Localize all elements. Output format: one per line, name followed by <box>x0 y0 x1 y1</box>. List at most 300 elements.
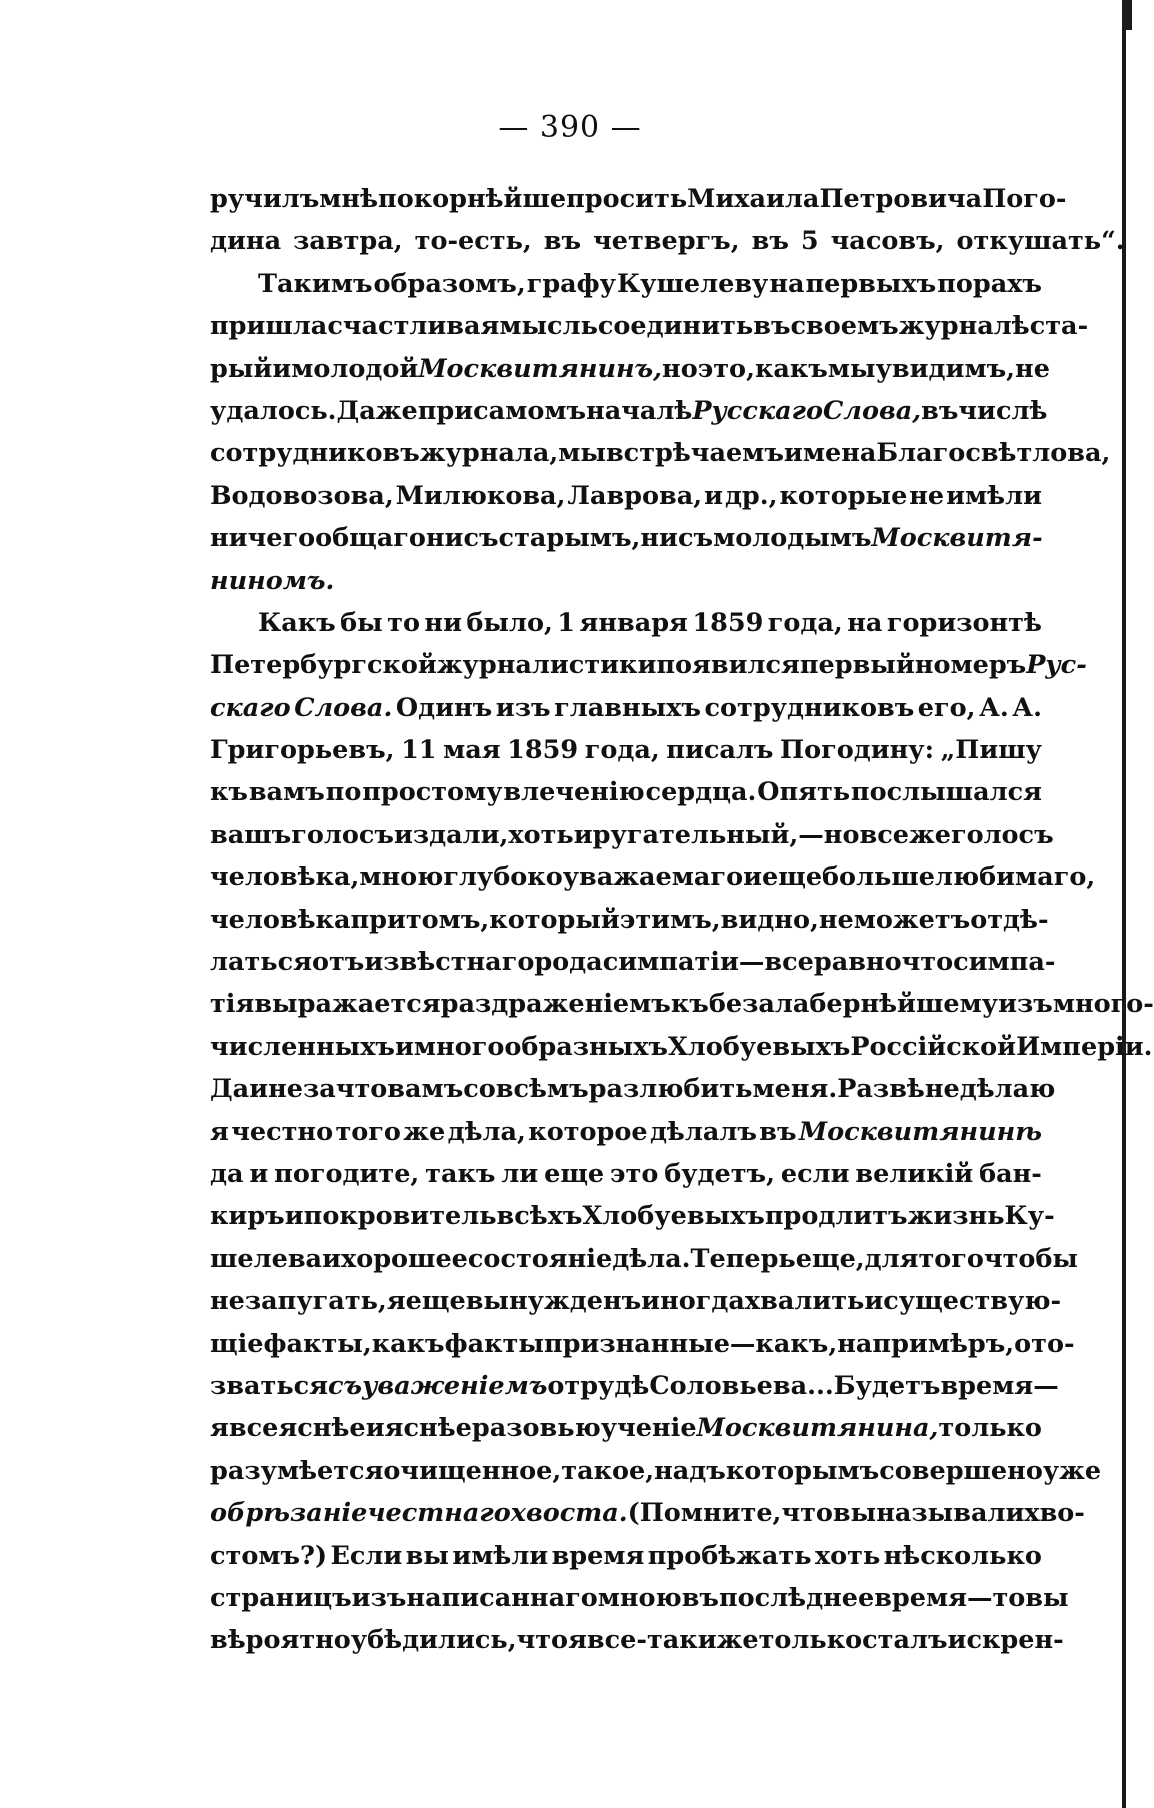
word: да <box>210 1158 244 1189</box>
word: своемъ <box>790 311 899 342</box>
word: появился <box>656 650 800 681</box>
word: при <box>417 395 474 426</box>
word: изъ <box>998 989 1053 1020</box>
word: главныхъ <box>554 692 701 723</box>
word: не <box>818 904 854 935</box>
word: встрѣчаемъ <box>605 438 784 469</box>
word: зваться <box>210 1370 328 1401</box>
word: же <box>716 1625 759 1656</box>
word: писалъ <box>666 735 774 766</box>
word: и <box>249 1158 269 1189</box>
word: совершено <box>879 1455 1043 1486</box>
text-line <box>210 432 1111 474</box>
word: Водовозова, <box>210 480 394 511</box>
word: я <box>386 1286 406 1317</box>
word: Ку- <box>1004 1201 1055 1232</box>
text-line <box>210 941 1056 983</box>
word: Россійской <box>850 1031 1017 1062</box>
word: не <box>909 480 945 511</box>
italic-word: Москвитянинъ, <box>418 353 663 384</box>
word: журналѣ <box>898 311 1030 342</box>
word: не <box>924 1074 960 1105</box>
word: влеченію <box>503 777 645 808</box>
word: рода <box>534 947 603 978</box>
word: покровитель <box>303 1201 497 1232</box>
word: старымъ, <box>498 523 641 554</box>
word: января <box>579 607 688 638</box>
word: въ <box>921 395 959 426</box>
text-line <box>210 1492 1085 1534</box>
word: любимаго, <box>934 862 1096 893</box>
word: великій <box>855 1158 974 1189</box>
word: трудѣ <box>564 1370 650 1401</box>
word: киръ <box>210 1201 285 1232</box>
word: первый <box>799 650 915 681</box>
italic-word: Русскаго <box>692 395 823 426</box>
word: притомъ, <box>350 904 490 935</box>
word: латься <box>210 947 312 978</box>
text-line <box>210 475 1042 517</box>
word: на <box>769 268 805 299</box>
word: первыхъ <box>805 268 937 299</box>
text-line <box>210 263 1042 305</box>
word: меня. <box>752 1074 838 1105</box>
text-line <box>210 814 1054 856</box>
word: увидимъ, <box>875 353 1016 384</box>
word: разлюбить <box>588 1074 753 1105</box>
word: пробѣжать <box>647 1540 812 1571</box>
word: отъ <box>311 947 365 978</box>
word: выражается <box>254 989 441 1020</box>
text-line <box>210 1026 1153 1068</box>
word: сотрудниковъ <box>704 692 915 723</box>
text-line <box>210 1280 1062 1322</box>
word: щіе <box>210 1328 264 1359</box>
word: въ <box>753 311 791 342</box>
word: сталъ <box>862 1625 948 1656</box>
word: дѣла, <box>447 1116 526 1147</box>
text-line <box>210 644 1087 686</box>
word: мною <box>597 1582 682 1613</box>
word: Хлобуевыхъ <box>582 1201 765 1232</box>
word: нѣсколько <box>883 1540 1042 1571</box>
page-edge-mark <box>1122 0 1132 30</box>
text-line <box>210 1323 1075 1365</box>
word: которые <box>779 480 908 511</box>
word: къ <box>670 989 709 1020</box>
word: дѣлаю <box>959 1074 1056 1105</box>
italic-word: Рус- <box>1026 650 1087 681</box>
word: вы <box>1025 1582 1069 1613</box>
word: дѣлалъ <box>649 1116 757 1147</box>
word: просить <box>566 184 688 214</box>
text-line <box>210 1577 1069 1619</box>
word: четвергъ, <box>593 226 740 257</box>
word: Какъ <box>258 607 336 638</box>
text-line <box>210 983 1154 1025</box>
word: же <box>403 1116 446 1147</box>
word: это, <box>697 353 755 384</box>
word: 1859 <box>692 607 764 638</box>
word: вѣроятно <box>210 1625 351 1656</box>
word: надъ <box>654 1455 726 1486</box>
word: изъ <box>351 1582 407 1613</box>
word: ни <box>424 607 462 638</box>
word: численныхъ <box>210 1031 395 1062</box>
word: Если <box>330 1540 403 1571</box>
word: порахъ <box>937 268 1042 299</box>
word: искрен- <box>947 1625 1064 1656</box>
word: еще, <box>795 1243 865 1274</box>
word: факты <box>444 1328 544 1359</box>
word: 5 <box>800 226 819 257</box>
word: же <box>908 819 951 850</box>
text-line <box>210 1068 1056 1110</box>
word: многообразныхъ <box>413 1031 668 1062</box>
text-line <box>210 220 1125 262</box>
word: издали, <box>393 819 509 850</box>
word: называли <box>876 1498 1025 1529</box>
word: сердца. <box>645 777 757 808</box>
word: глубоко <box>443 862 563 893</box>
word: разовью <box>471 1413 601 1444</box>
word: мы <box>827 353 876 384</box>
word: для <box>864 1243 919 1274</box>
word: ни <box>425 523 464 554</box>
word: номеръ <box>914 650 1027 681</box>
word: имѣли <box>452 1540 549 1571</box>
text-line <box>210 178 1067 220</box>
word: все <box>859 819 909 850</box>
word: больше <box>822 862 935 893</box>
word: счастливая <box>327 311 500 342</box>
word: хоть <box>508 819 574 850</box>
word: откушать“. <box>956 226 1125 257</box>
word: какъ <box>371 1328 445 1359</box>
word: чтобы <box>983 1243 1078 1274</box>
word: года, <box>767 607 843 638</box>
text-line <box>210 1365 1059 1407</box>
word: и <box>704 480 723 511</box>
word: Пого- <box>982 184 1067 214</box>
word: Петровича <box>819 184 983 214</box>
word: убѣдились, <box>350 1625 517 1656</box>
word: будетъ, <box>664 1158 775 1189</box>
word: Развѣ <box>837 1074 925 1105</box>
word: не <box>210 1286 245 1317</box>
word: много- <box>1052 989 1154 1020</box>
word: голосъ <box>291 819 394 850</box>
word: я <box>210 1413 229 1444</box>
word: хорошее <box>341 1243 468 1274</box>
word: вамъ <box>387 1074 464 1105</box>
word: удалось. <box>210 395 337 426</box>
word: уважаемаго <box>562 862 744 893</box>
word: я <box>210 1116 229 1147</box>
word: Теперь <box>690 1243 796 1274</box>
italic-word: Москвитянина, <box>696 1413 939 1444</box>
word: ученіе <box>600 1413 697 1444</box>
text-line <box>210 348 1050 390</box>
word: человѣка, <box>210 862 360 893</box>
word: что <box>335 1074 388 1105</box>
word: Одинъ <box>395 692 493 723</box>
word: время <box>551 1540 645 1571</box>
word: и <box>573 819 593 850</box>
word: Опять <box>757 777 851 808</box>
italic-word: уваженіемъ <box>362 1370 548 1401</box>
word: простому <box>362 777 503 808</box>
word: то <box>387 607 420 638</box>
word: иногда <box>641 1286 745 1317</box>
word: на <box>847 607 883 638</box>
text-line <box>210 1111 1042 1153</box>
word: и <box>322 1243 341 1274</box>
word: погодите, <box>274 1158 420 1189</box>
italic-word: честнаго <box>367 1498 511 1529</box>
word: только <box>938 1413 1042 1444</box>
italic-word: съ <box>328 1370 363 1401</box>
italic-word: Слова, <box>822 395 922 426</box>
word: и <box>743 862 762 893</box>
word: состояніе <box>467 1243 613 1274</box>
word: Лаврова, <box>567 480 703 511</box>
word: мы <box>558 438 606 469</box>
word: имена <box>783 438 877 469</box>
word: общаго <box>315 523 426 554</box>
word: и <box>394 1031 414 1062</box>
word: только <box>758 1625 863 1656</box>
word: было, <box>466 607 553 638</box>
word: пришла <box>210 311 328 342</box>
word: вы <box>832 1498 877 1529</box>
word: голосъ <box>950 819 1054 850</box>
word: въ <box>543 226 582 257</box>
word: симпа- <box>953 947 1056 978</box>
word: сотрудниковъ <box>210 438 420 469</box>
word: вынужденъ <box>465 1286 642 1317</box>
word: 11 <box>401 735 437 766</box>
word: Такимъ <box>258 268 373 299</box>
word: покорнѣйше <box>378 184 567 214</box>
word: того <box>918 1243 984 1274</box>
text-line <box>210 771 1042 813</box>
word: по <box>325 777 362 808</box>
word: ста- <box>1029 311 1089 342</box>
word: мною <box>359 862 444 893</box>
word: еще <box>762 862 823 893</box>
word: молодой <box>291 353 419 384</box>
word: тія <box>210 989 255 1020</box>
word: за <box>303 1074 336 1105</box>
word: 1859 <box>507 735 579 766</box>
word: А. <box>1012 692 1042 723</box>
word: написаннаго <box>406 1582 598 1613</box>
word: вамъ <box>248 777 325 808</box>
word: напримѣръ, <box>837 1328 1015 1359</box>
text-line <box>210 305 1089 347</box>
word: къ <box>210 777 248 808</box>
word: въ <box>751 226 789 257</box>
word: такъ <box>425 1158 496 1189</box>
word: шелева <box>210 1243 323 1274</box>
word: Милюкова, <box>395 480 566 511</box>
text-line <box>210 602 1042 644</box>
word: о <box>547 1370 565 1401</box>
word: рый <box>210 353 273 384</box>
word: страницъ <box>210 1582 352 1613</box>
word: др., <box>724 480 778 511</box>
text-line <box>210 1535 1042 1577</box>
word: симпатіи—все <box>602 947 814 978</box>
word: все-таки <box>586 1625 717 1656</box>
word: и <box>284 1201 304 1232</box>
word: бан- <box>979 1158 1042 1189</box>
word: и <box>249 1074 269 1105</box>
word: дина <box>210 226 282 257</box>
text-line <box>210 1619 1064 1661</box>
word: и <box>365 1413 385 1444</box>
word: запугать, <box>244 1286 387 1317</box>
word: равно <box>813 947 902 978</box>
word: Хлобуевыхъ <box>667 1031 851 1062</box>
word: (Помните, <box>627 1498 782 1529</box>
word: вашъ <box>210 819 292 850</box>
word: Благосвѣтлова, <box>876 438 1111 469</box>
word: Кушелеву <box>616 268 769 299</box>
word: Григорьевъ, <box>210 735 395 766</box>
italic-word: обрѣзаніе <box>210 1498 368 1529</box>
italic-word: Москвитянинѣ <box>798 1116 1042 1147</box>
word: журнала, <box>419 438 559 469</box>
word: „Пишу <box>940 735 1042 766</box>
word: ли <box>501 1158 539 1189</box>
text-line <box>210 560 1042 602</box>
word: все <box>228 1413 279 1444</box>
word: бы <box>340 607 383 638</box>
word: его, <box>917 692 976 723</box>
word: которое <box>528 1116 648 1147</box>
word: Соловьева... <box>649 1370 834 1401</box>
word: разумѣется <box>210 1455 384 1486</box>
word: честно <box>231 1116 334 1147</box>
word: не <box>268 1074 304 1105</box>
word: 1 <box>557 607 576 638</box>
word: признанные—какъ, <box>543 1328 838 1359</box>
word: раздраженіемъ <box>440 989 671 1020</box>
word: время— <box>940 1370 1059 1401</box>
word: яснѣе <box>278 1413 366 1444</box>
word: послышался <box>850 777 1042 808</box>
word: такое, <box>561 1455 655 1486</box>
word: А. <box>979 692 1009 723</box>
word: Даже <box>336 395 418 426</box>
word: совсѣмъ <box>463 1074 589 1105</box>
text-line <box>210 856 1096 898</box>
text-line <box>210 899 1049 941</box>
word: ото- <box>1014 1328 1075 1359</box>
word: этимъ, <box>619 904 721 935</box>
word: видно, <box>720 904 819 935</box>
word: Погодину: <box>780 735 935 766</box>
word: графу <box>526 268 617 299</box>
word: образомъ, <box>373 268 526 299</box>
word: жизнь <box>907 1201 1005 1232</box>
word: стомъ?) <box>210 1540 328 1571</box>
word: не <box>1015 353 1050 384</box>
word: изъ <box>495 692 551 723</box>
word: въ <box>759 1116 797 1147</box>
word: хво- <box>1024 1498 1085 1529</box>
word: самомъ <box>473 395 587 426</box>
text-line <box>210 390 1048 432</box>
word: дѣла. <box>612 1243 691 1274</box>
word: еще <box>544 1158 605 1189</box>
italic-word: Слова. <box>294 692 393 723</box>
word: Михаила <box>687 184 820 214</box>
word: которымъ <box>725 1455 880 1486</box>
word: и <box>864 1286 884 1317</box>
word: числѣ <box>958 395 1048 426</box>
word: Будетъ <box>833 1370 941 1401</box>
word: что <box>516 1625 569 1656</box>
italic-word: ниномъ. <box>210 565 335 596</box>
word: часовъ, <box>830 226 945 257</box>
word: но <box>662 353 698 384</box>
text-line <box>210 1195 1055 1237</box>
text-line <box>210 517 1042 559</box>
word: извѣстнаго <box>364 947 535 978</box>
word: всѣхъ <box>496 1201 583 1232</box>
word: яснѣе <box>384 1413 472 1444</box>
word: съ <box>677 523 714 554</box>
body-text <box>210 178 1154 1662</box>
italic-word: хвоста. <box>510 1498 628 1529</box>
word: время—то <box>874 1582 1026 1613</box>
italic-word: скаго <box>210 692 291 723</box>
word: ручилъ <box>210 184 320 214</box>
word: существую- <box>883 1286 1062 1317</box>
word: ругательный,—но <box>592 819 860 850</box>
word: имѣли <box>946 480 1042 511</box>
italic-word: Москвитя- <box>871 523 1043 554</box>
word: продлитъ <box>764 1201 908 1232</box>
word: ни <box>640 523 678 554</box>
word: горизонтѣ <box>886 607 1042 638</box>
text-line <box>210 729 1042 771</box>
word: очищенное, <box>383 1455 562 1486</box>
text-line <box>210 1450 1102 1492</box>
word: мнѣ <box>319 184 379 214</box>
word: человѣка <box>210 904 351 935</box>
word: ничего <box>210 523 316 554</box>
word: это <box>610 1158 659 1189</box>
word: если <box>780 1158 850 1189</box>
word: хоть <box>814 1540 881 1571</box>
word: еще <box>405 1286 466 1317</box>
page-number: — 390 — <box>498 110 642 145</box>
word: завтра, <box>293 226 403 257</box>
word: уже <box>1042 1455 1102 1486</box>
word: то-есть, <box>414 226 532 257</box>
word: того <box>335 1116 401 1147</box>
text-line <box>210 1407 1042 1449</box>
word: безалабернѣйшему <box>708 989 999 1020</box>
word: мысль <box>499 311 598 342</box>
word: послѣднее <box>719 1582 875 1613</box>
text-line <box>210 1238 1078 1280</box>
word: я <box>568 1625 587 1656</box>
